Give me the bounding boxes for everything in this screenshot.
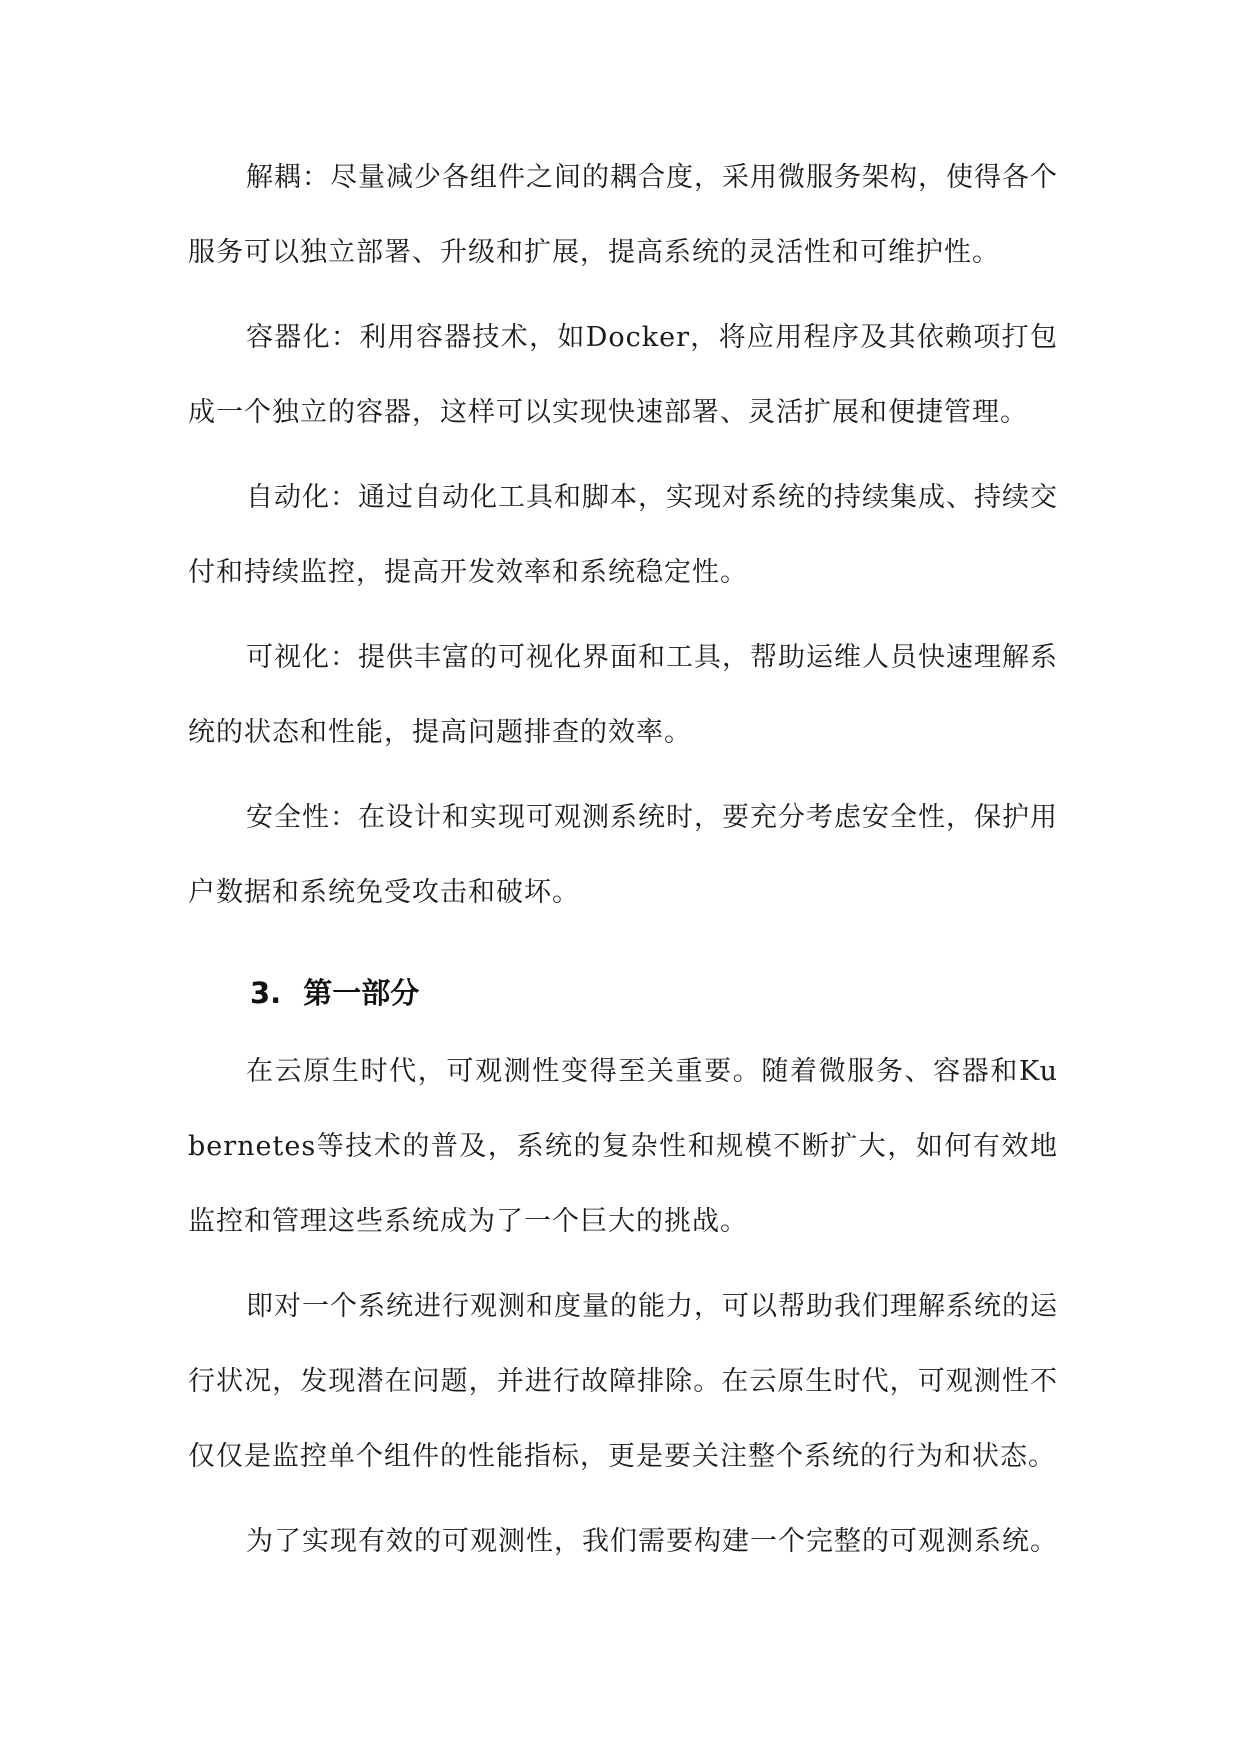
paragraph-cloud-native-observability: 在云原生时代，可观测性变得至关重要。随着微服务、容器和Kubernetes等技术的普及，系统的复杂性和规模不断扩大，如何有效地监控和管理这些系统成为了一个巨大的挑战。 <box>188 1056 1058 1237</box>
document-body <box>188 140 1058 1589</box>
paragraph-containerization: 容器化：利用容器技术，如Docker，将应用程序及其依赖项打包成一个独立的容器，这样可以实现快速部署、灵活扩展和便捷管理。 <box>188 322 1058 428</box>
paragraph-automation: 自动化：通过自动化工具和脚本，实现对系统的持续集成、持续交付和持续监控，提高开发效率和系统稳定性。 <box>188 482 1058 588</box>
section-title: 第一部分 <box>303 976 420 1010</box>
paragraph-security: 安全性：在设计和实现可观测系统时，要充分考虑安全性，保护用户数据和系统免受攻击和破坏。 <box>188 802 1058 908</box>
paragraph-observability-definition: 即对一个系统进行观测和度量的能力，可以帮助我们理解系统的运行状况，发现潜在问题，并进行故障排除。在云原生时代，可观测性不仅仅是监控单个组件的性能指标，更是要关注整个系统的行为和状态。 <box>188 1291 1058 1472</box>
paragraph-visualization: 可视化：提供丰富的可视化界面和工具，帮助运维人员快速理解系统的状态和性能，提高问题排查的效率。 <box>188 642 1058 748</box>
paragraph-decoupling: 解耦：尽量减少各组件之间的耦合度，采用微服务架构，使得各个服务可以独立部署、升级和扩展，提高系统的灵活性和可维护性。 <box>188 162 1058 268</box>
paragraph-observability-system: 为了实现有效的可观测性，我们需要构建一个完整的可观测系统。 <box>246 1526 1058 1557</box>
section-number: 3. <box>250 976 282 1010</box>
section-heading <box>188 958 1058 1028</box>
